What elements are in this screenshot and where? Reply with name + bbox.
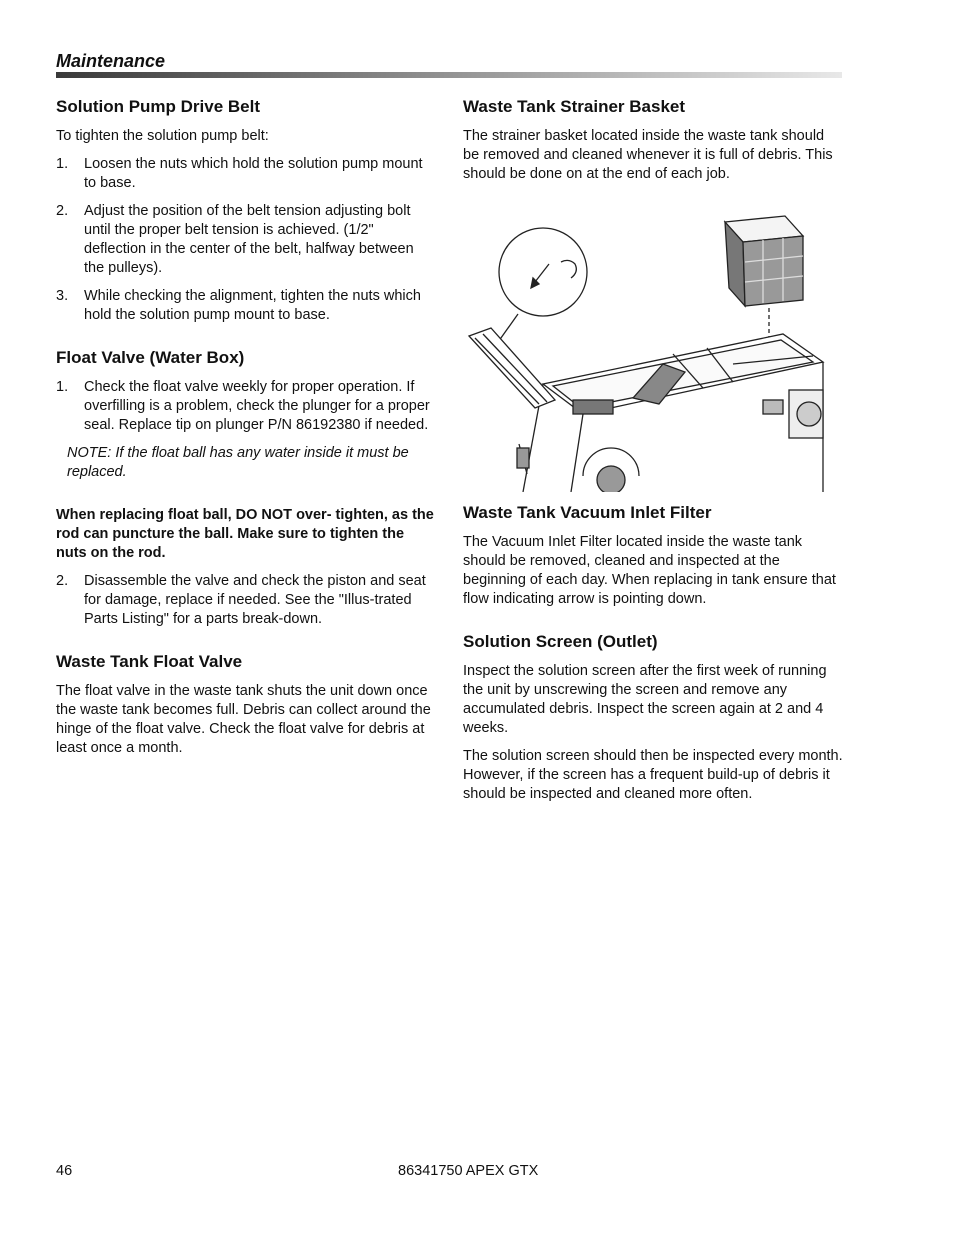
list-item (56, 572, 434, 629)
solution-screen-body-1: Inspect the solution screen after the first week of running the unit by unscrewing the screen and remove any accumulated debris. Inspect the screen again at 2 and 4 weeks. (463, 663, 827, 736)
step-text: Adjust the position of the belt tension adjusting bolt until the proper belt tension is achieved. (1/2" deflection in the center of the belt, halfway between the pulleys). (84, 203, 414, 276)
float-valve-steps-2 (56, 572, 434, 629)
strainer-body: The strainer basket located inside the waste tank should be removed and cleaned whenever it is full of debris. This should be done on at the end of each job. (463, 128, 833, 182)
float-valve-steps (56, 378, 434, 435)
heading-float-valve: Float Valve (Water Box) (56, 348, 245, 367)
float-ball-warning: When replacing float ball, DO NOT over- tighten, as the rod can puncture the ball. Make sure to tighten the nuts on the rod. (56, 507, 434, 561)
header-rule (56, 72, 842, 78)
step-number: 2. (56, 573, 69, 589)
right-column (463, 96, 843, 813)
heading-inlet-filter: Waste Tank Vacuum Inlet Filter (463, 503, 712, 522)
step-number: 1. (56, 379, 69, 395)
step-number: 3. (56, 288, 69, 304)
left-column (56, 96, 434, 767)
step-text: While checking the alignment, tighten the nuts which hold the solution pump mount to base. (84, 288, 421, 323)
float-ball-note: NOTE: If the float ball has any water inside it must be replaced. (67, 445, 409, 480)
pump-belt-intro: To tighten the solution pump belt: (56, 128, 269, 144)
step-text: Loosen the nuts which hold the solution pump mount to base. (84, 156, 423, 191)
section-header: Maintenance (56, 51, 166, 71)
pump-belt-steps (56, 155, 434, 325)
inlet-filter-body: The Vacuum Inlet Filter located inside the waste tank should be removed, cleaned and inspected at the beginning of each day. When replacing in tank ensure that flow indicating arrow is pointing down. (463, 534, 836, 607)
solution-screen-body-2: The solution screen should then be inspected every month. However, if the screen has a frequent build-up of debris it should be inspected and cleaned more often. (463, 748, 843, 802)
step-number: 1. (56, 156, 69, 172)
step-number: 2. (56, 203, 69, 219)
waste-float-body: The float valve in the waste tank shuts the unit down once the waste tank becomes full. Debris can collect around the hinge of the float valve. Check the float valve for debris at least once a month. (56, 683, 431, 756)
document-id: 86341750 APEX GTX (398, 1163, 539, 1179)
heading-waste-float: Waste Tank Float Valve (56, 652, 243, 671)
step-text: Check the float valve weekly for proper operation. If overfilling is a problem, check the plunger for a proper seal. Replace tip on plunger P/N 86192380 if needed. (84, 379, 430, 433)
heading-strainer: Waste Tank Strainer Basket (463, 97, 686, 116)
list-item (56, 287, 434, 325)
heading-solution-screen: Solution Screen (Outlet) (463, 632, 658, 651)
page-number: 46 (56, 1163, 73, 1179)
step-text: Disassemble the valve and check the piston and seat for damage, replace if needed. See the "Illus-trated Parts Listing" for a parts break-down. (84, 573, 426, 627)
heading-pump-belt: Solution Pump Drive Belt (56, 97, 261, 116)
list-item (56, 378, 434, 435)
list-item (56, 202, 434, 278)
list-item (56, 155, 434, 193)
waste-tank-illustration (463, 204, 825, 492)
